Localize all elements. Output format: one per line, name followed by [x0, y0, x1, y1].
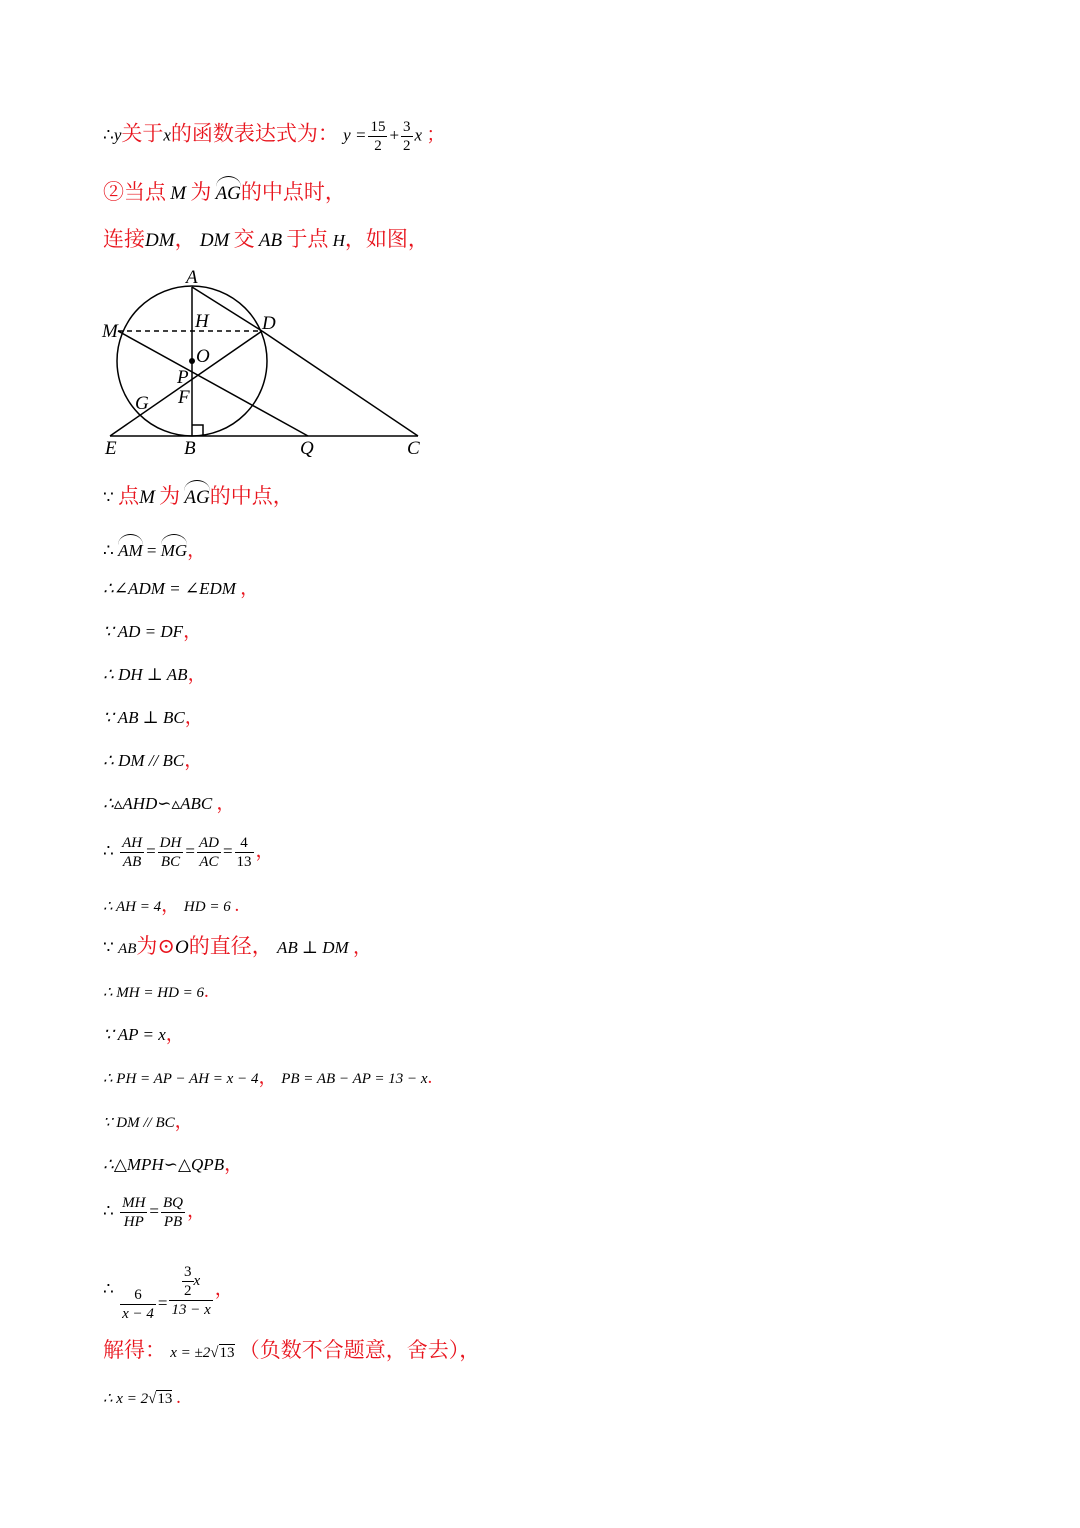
label-q: Q	[300, 438, 314, 459]
label-d: D	[262, 313, 276, 334]
line-solution: 解得： x = ±2√13 （负数不合题意，舍去），	[103, 1338, 481, 1362]
label-g: G	[135, 393, 149, 414]
fraction-ad-ac: $\frac{AD}{AC}$	[198, 835, 219, 870]
var-y: y	[113, 125, 122, 145]
text-point: 点	[118, 484, 140, 508]
line-ah-hd-values: ∴ AH = 4， HD = 6 .	[103, 895, 240, 916]
fraction-3-2x-13-x: $\frac{3}{2}$ x 13 − x	[171, 1263, 211, 1318]
text-case-2: ②当点	[103, 180, 166, 204]
line-mh-eq-hd: ∴ MH = HD = 6.	[103, 981, 209, 1002]
line-dm-parallel-bc: ∴ DM // BC，	[103, 750, 204, 771]
text-midpoint: 的中点，	[209, 484, 294, 508]
text-at-point: 于点	[286, 227, 329, 251]
segment-dc	[262, 331, 418, 436]
line-proportion-equation: ∴ $\frac{6}{x - 4}$ = $\frac{3}{2}$ x 13 − x ，	[103, 1263, 234, 1322]
text-solve: 解得：	[103, 1338, 166, 1362]
fraction-6-x-4: $\frac{6}{x - 4}$	[122, 1287, 154, 1322]
line-connect-dm: 连接DM， DM 交 AB 于点 H，如图，	[103, 227, 429, 251]
plus-sign: +	[389, 125, 400, 145]
line-final-answer: ∴ x = 2√13 .	[103, 1387, 181, 1408]
fraction-bq-pb: $\frac{BQ}{PB}$	[163, 1195, 183, 1230]
line-dh-perp-ab: ∴ DH ⊥ AB，	[103, 664, 207, 685]
radicand-13: 13	[157, 1391, 173, 1407]
point-m: M	[170, 183, 187, 204]
segment-dm-2: DM	[199, 230, 230, 251]
line-ratio-mph: ∴ $\frac{MH}{HP}$ = $\frac{BQ}{PB}$ ，	[103, 1195, 207, 1230]
arc-ag: AG	[216, 178, 241, 203]
line-because-midpoint	[103, 482, 294, 507]
therefore-symbol: ∴	[103, 125, 114, 145]
point-h: H	[332, 231, 345, 250]
line-ad-eq-df: ∵ AD = DF，	[103, 621, 203, 642]
segment-dm: DM	[145, 230, 175, 251]
fraction-ah-ab: $\frac{AH}{AB}$	[122, 835, 143, 870]
line-ap-eq-x: ∵ AP = x，	[103, 1024, 185, 1045]
text-as-figure: ，如图，	[344, 227, 429, 251]
text-connect: 连接	[103, 227, 145, 251]
semicolon: ；	[426, 124, 446, 146]
line-equal-arcs: ∴ AM = MG，	[103, 536, 206, 560]
text-about: 关于	[121, 121, 164, 146]
line-case-2	[103, 178, 346, 203]
arc-ag: AG	[184, 482, 209, 507]
label-e: E	[105, 438, 117, 459]
sqrt-symbol: √	[210, 1345, 219, 1361]
right-angle-mark	[192, 425, 203, 436]
var-x: x	[163, 125, 171, 145]
line-ab-perp-bc: ∵ AB ⊥ BC，	[103, 707, 204, 728]
fraction-3-2: $\frac{3}{2}$	[403, 119, 411, 154]
text-midpoint: 的中点时，	[240, 180, 346, 204]
text-reject-negative: （负数不合题意，舍去），	[238, 1338, 481, 1362]
fraction-mh-hp: $\frac{MH}{HP}$	[122, 1195, 146, 1230]
arc-am: AM	[118, 536, 143, 559]
point-m: M	[139, 487, 155, 508]
text-is: 为	[159, 484, 181, 508]
text-function-expression: 的函数表达式为：	[170, 121, 339, 146]
label-c: C	[407, 438, 420, 459]
text-diameter: 的直径，	[188, 934, 273, 958]
line-dm-parallel-bc-2: ∵ DM // BC，	[103, 1111, 194, 1132]
label-b: B	[184, 438, 196, 459]
text-intersect: 交	[233, 227, 255, 251]
line-ratio-ahd: ∴ $\frac{AH}{AB}$ = $\frac{DH}{BC}$ = $\frac{AD}{AC}$ = $\frac{4}{13}$ ，	[103, 835, 275, 870]
segment-ab: AB	[258, 230, 283, 251]
var-x-term: x	[414, 125, 423, 145]
center-point-o	[189, 358, 195, 364]
geometry-figure	[100, 265, 440, 465]
because-symbol: ∵	[103, 488, 114, 507]
fraction-4-13: $\frac{4}{13}$	[236, 835, 252, 870]
line-ph-pb: ∴ PH = AP − AH = x − 4， PB = AB − AP = 13 − x.	[103, 1067, 433, 1088]
label-p: P	[177, 367, 189, 388]
fraction-15-2: $\frac{15}{2}$	[370, 119, 386, 154]
radicand-13: 13	[219, 1345, 235, 1361]
label-f: F	[178, 387, 190, 408]
text-circle-o: 为⊙	[136, 934, 176, 958]
fraction-dh-bc: $\frac{DH}{BC}$	[159, 835, 182, 870]
line-function-expression	[103, 118, 445, 155]
line-similar-ahd-abc: ∴▵AHD∽▵ABC ，	[103, 793, 236, 814]
text-is: 为	[190, 180, 212, 204]
sqrt-symbol: √	[148, 1391, 157, 1407]
label-h: H	[195, 311, 209, 332]
line-similar-mph-qpb: ∴△MPH∽△QPB，	[103, 1154, 244, 1175]
label-a: A	[186, 267, 198, 288]
eq-lhs: y =	[343, 125, 367, 145]
arc-mg: MG	[161, 536, 187, 559]
label-m: M	[102, 321, 118, 342]
label-o: O	[196, 346, 210, 367]
line-equal-angles: ∴∠ADM = ∠EDM ，	[103, 578, 260, 599]
line-diameter: ∵ AB为⊙O的直径， AB ⊥ DM ，	[103, 934, 372, 958]
